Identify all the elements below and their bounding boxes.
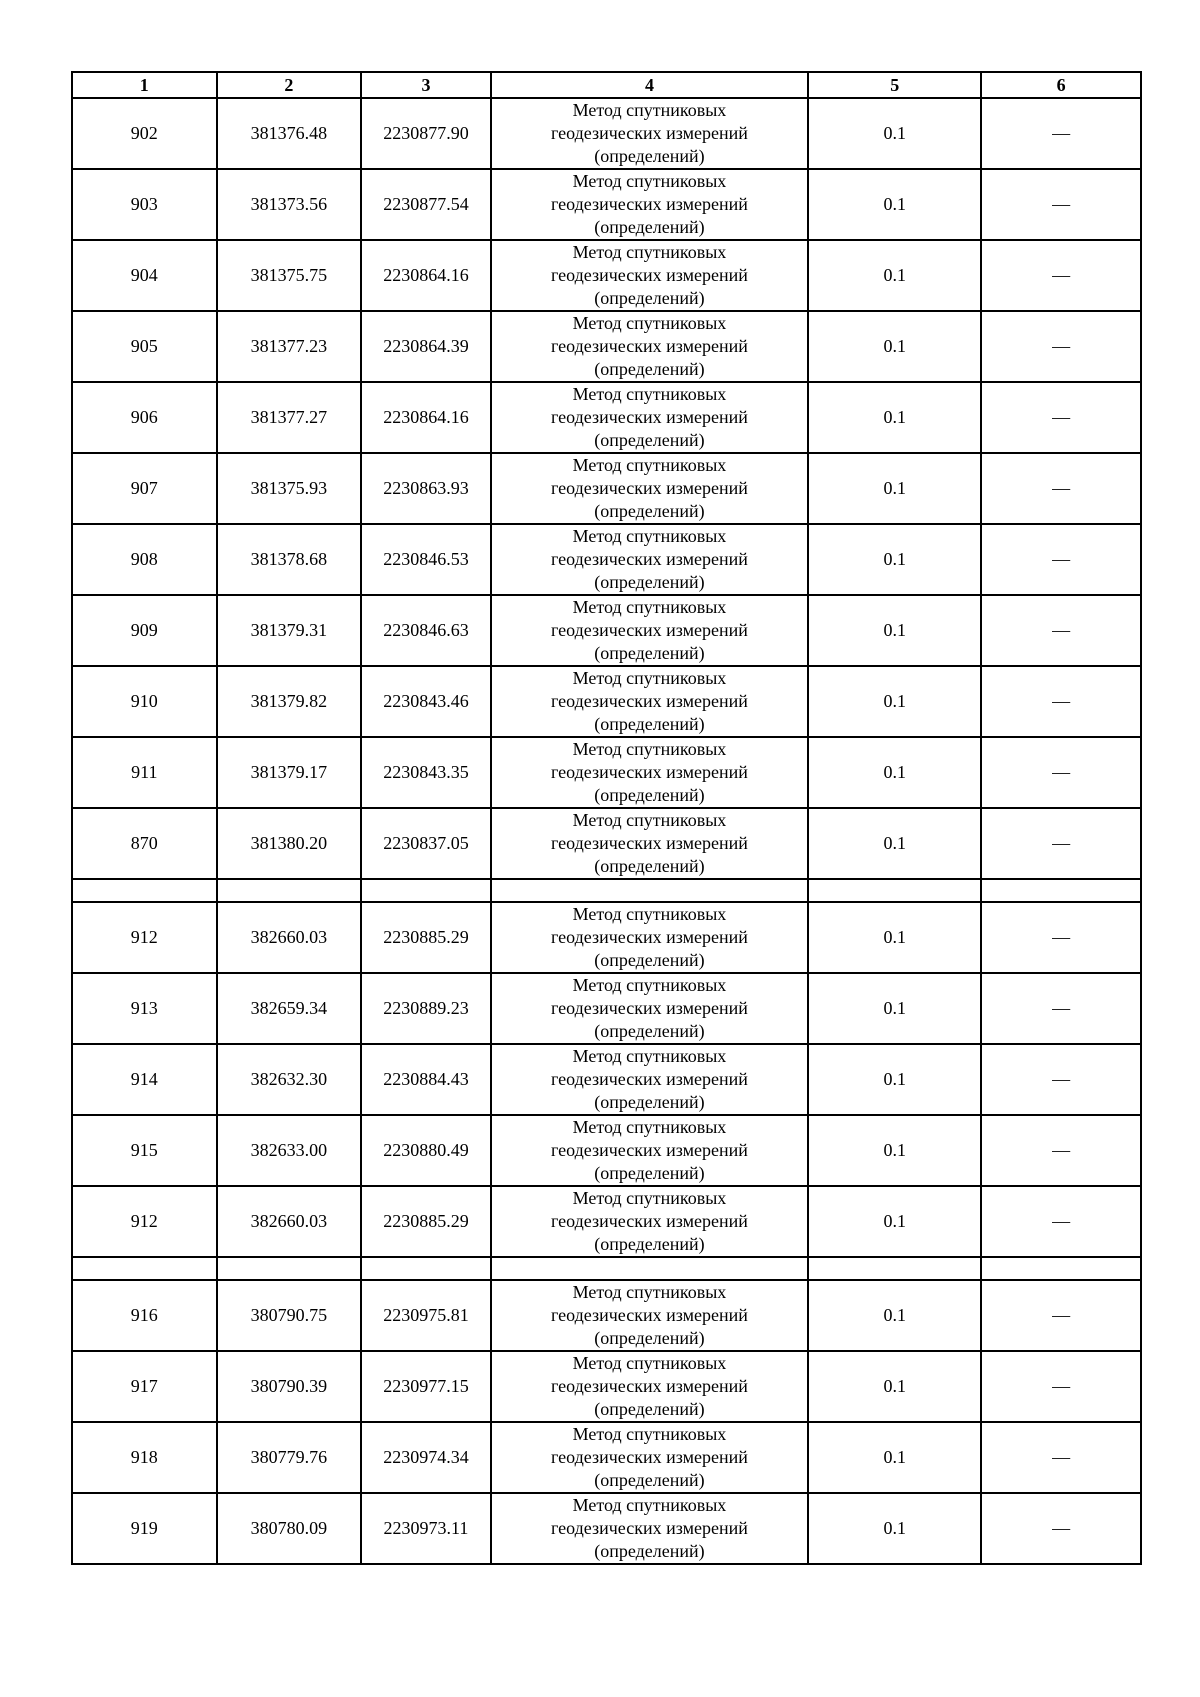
point-number-cell: 916: [72, 1280, 217, 1351]
y-coordinate-cell: 2230864.39: [361, 311, 490, 382]
accuracy-cell: 0.1: [808, 1115, 981, 1186]
accuracy-cell: 0.1: [808, 1280, 981, 1351]
accuracy-cell: 0.1: [808, 1422, 981, 1493]
accuracy-cell: 0.1: [808, 1044, 981, 1115]
method-line-2: геодезических измерений: [551, 1140, 748, 1160]
accuracy-cell: 0.1: [808, 973, 981, 1044]
dash-cell: —: [981, 1280, 1141, 1351]
accuracy-cell: 0.1: [808, 808, 981, 879]
method-cell: [491, 973, 809, 1044]
accuracy-cell: 0.1: [808, 1493, 981, 1564]
point-number-cell: 913: [72, 973, 217, 1044]
x-coordinate-cell: 380790.75: [217, 1280, 362, 1351]
x-coordinate-cell: 382659.34: [217, 973, 362, 1044]
method-line-3: (определений): [594, 1234, 705, 1254]
x-coordinate-cell: 381373.56: [217, 169, 362, 240]
dash-cell: —: [981, 1186, 1141, 1257]
method-cell: [491, 1186, 809, 1257]
table-row: [72, 737, 1141, 808]
method-line-2: геодезических измерений: [551, 194, 748, 214]
method-cell: [491, 1280, 809, 1351]
table-body: [72, 98, 1141, 1564]
dash-cell: —: [981, 453, 1141, 524]
empty-cell: [491, 1257, 809, 1280]
method-line-3: (определений): [594, 217, 705, 237]
empty-cell: [361, 1257, 490, 1280]
method-line-2: геодезических измерений: [551, 336, 748, 356]
dash-cell: —: [981, 1422, 1141, 1493]
table-row: [72, 973, 1141, 1044]
method-line-1: Метод спутниковых: [572, 313, 727, 333]
method-line-1: Метод спутниковых: [572, 739, 727, 759]
method-cell: [491, 902, 809, 973]
dash-cell: —: [981, 902, 1141, 973]
method-line-1: Метод спутниковых: [572, 455, 727, 475]
empty-cell: [217, 1257, 362, 1280]
y-coordinate-cell: 2230885.29: [361, 1186, 490, 1257]
method-cell: [491, 666, 809, 737]
method-line-1: Метод спутниковых: [572, 810, 727, 830]
header-cell-6: 6: [981, 72, 1141, 98]
method-line-2: геодезических измерений: [551, 762, 748, 782]
method-cell: [491, 1493, 809, 1564]
header-cell-4: 4: [491, 72, 809, 98]
dash-cell: —: [981, 382, 1141, 453]
y-coordinate-cell: 2230884.43: [361, 1044, 490, 1115]
table-row: [72, 1044, 1141, 1115]
method-line-2: геодезических измерений: [551, 927, 748, 947]
dash-cell: —: [981, 973, 1141, 1044]
empty-cell: [361, 879, 490, 902]
method-line-1: Метод спутниковых: [572, 597, 727, 617]
x-coordinate-cell: 382632.30: [217, 1044, 362, 1115]
table-row: [72, 240, 1141, 311]
accuracy-cell: 0.1: [808, 453, 981, 524]
x-coordinate-cell: 381377.23: [217, 311, 362, 382]
method-line-3: (определений): [594, 288, 705, 308]
method-line-3: (определений): [594, 430, 705, 450]
point-number-cell: 904: [72, 240, 217, 311]
method-line-1: Метод спутниковых: [572, 1495, 727, 1515]
method-cell: [491, 808, 809, 879]
method-line-1: Метод спутниковых: [572, 384, 727, 404]
point-number-cell: 911: [72, 737, 217, 808]
method-line-3: (определений): [594, 714, 705, 734]
empty-cell: [981, 879, 1141, 902]
accuracy-cell: 0.1: [808, 666, 981, 737]
table-row: [72, 453, 1141, 524]
method-line-2: геодезических измерений: [551, 1211, 748, 1231]
method-line-3: (определений): [594, 1163, 705, 1183]
point-number-cell: 905: [72, 311, 217, 382]
header-row: [72, 72, 1141, 98]
method-cell: [491, 737, 809, 808]
x-coordinate-cell: 380790.39: [217, 1351, 362, 1422]
method-line-3: (определений): [594, 359, 705, 379]
table-row: [72, 1351, 1141, 1422]
y-coordinate-cell: 2230880.49: [361, 1115, 490, 1186]
dash-cell: —: [981, 1115, 1141, 1186]
point-number-cell: 918: [72, 1422, 217, 1493]
y-coordinate-cell: 2230846.53: [361, 524, 490, 595]
method-line-1: Метод спутниковых: [572, 1353, 727, 1373]
y-coordinate-cell: 2230877.90: [361, 98, 490, 169]
point-number-cell: 870: [72, 808, 217, 879]
empty-cell: [808, 1257, 981, 1280]
header-cell-5: 5: [808, 72, 981, 98]
y-coordinate-cell: 2230843.35: [361, 737, 490, 808]
table-row: [72, 666, 1141, 737]
point-number-cell: 914: [72, 1044, 217, 1115]
method-line-3: (определений): [594, 950, 705, 970]
empty-cell: [981, 1257, 1141, 1280]
method-line-2: геодезических измерений: [551, 1376, 748, 1396]
dash-cell: —: [981, 1044, 1141, 1115]
empty-cell: [491, 879, 809, 902]
method-cell: [491, 382, 809, 453]
x-coordinate-cell: 381376.48: [217, 98, 362, 169]
dash-cell: —: [981, 524, 1141, 595]
accuracy-cell: 0.1: [808, 737, 981, 808]
x-coordinate-cell: 381375.93: [217, 453, 362, 524]
table-row: [72, 382, 1141, 453]
point-number-cell: 915: [72, 1115, 217, 1186]
dash-cell: —: [981, 169, 1141, 240]
method-line-3: (определений): [594, 856, 705, 876]
table-row: [72, 311, 1141, 382]
empty-cell: [72, 1257, 217, 1280]
method-line-2: геодезических измерений: [551, 1447, 748, 1467]
x-coordinate-cell: 381379.82: [217, 666, 362, 737]
y-coordinate-cell: 2230974.34: [361, 1422, 490, 1493]
method-cell: [491, 1422, 809, 1493]
x-coordinate-cell: 382633.00: [217, 1115, 362, 1186]
method-line-1: Метод спутниковых: [572, 975, 727, 995]
method-line-1: Метод спутниковых: [572, 1117, 727, 1137]
y-coordinate-cell: 2230889.23: [361, 973, 490, 1044]
accuracy-cell: 0.1: [808, 311, 981, 382]
dash-cell: —: [981, 311, 1141, 382]
y-coordinate-cell: 2230973.11: [361, 1493, 490, 1564]
y-coordinate-cell: 2230846.63: [361, 595, 490, 666]
point-number-cell: 906: [72, 382, 217, 453]
table-row: [72, 524, 1141, 595]
method-line-1: Метод спутниковых: [572, 100, 727, 120]
x-coordinate-cell: 380779.76: [217, 1422, 362, 1493]
method-line-3: (определений): [594, 1541, 705, 1561]
dash-cell: —: [981, 595, 1141, 666]
y-coordinate-cell: 2230877.54: [361, 169, 490, 240]
y-coordinate-cell: 2230837.05: [361, 808, 490, 879]
dash-cell: —: [981, 240, 1141, 311]
accuracy-cell: 0.1: [808, 595, 981, 666]
header-cell-2: 2: [217, 72, 362, 98]
header-cell-1: 1: [72, 72, 217, 98]
dash-cell: —: [981, 666, 1141, 737]
method-line-1: Метод спутниковых: [572, 1046, 727, 1066]
method-cell: [491, 1351, 809, 1422]
method-line-2: геодезических измерений: [551, 1305, 748, 1325]
table-row: [72, 1115, 1141, 1186]
method-cell: [491, 1044, 809, 1115]
empty-cell: [808, 879, 981, 902]
method-cell: [491, 524, 809, 595]
table-row: [72, 1493, 1141, 1564]
method-cell: [491, 240, 809, 311]
x-coordinate-cell: 380780.09: [217, 1493, 362, 1564]
method-cell: [491, 311, 809, 382]
y-coordinate-cell: 2230863.93: [361, 453, 490, 524]
method-line-1: Метод спутниковых: [572, 904, 727, 924]
table-row: [72, 902, 1141, 973]
table-row: [72, 98, 1141, 169]
method-line-1: Метод спутниковых: [572, 1424, 727, 1444]
method-line-3: (определений): [594, 501, 705, 521]
x-coordinate-cell: 381379.17: [217, 737, 362, 808]
separator-row: [72, 1257, 1141, 1280]
x-coordinate-cell: 381375.75: [217, 240, 362, 311]
empty-cell: [217, 879, 362, 902]
point-number-cell: 908: [72, 524, 217, 595]
method-line-3: (определений): [594, 146, 705, 166]
point-number-cell: 907: [72, 453, 217, 524]
method-line-1: Метод спутниковых: [572, 242, 727, 262]
accuracy-cell: 0.1: [808, 1186, 981, 1257]
table-row: [72, 595, 1141, 666]
y-coordinate-cell: 2230975.81: [361, 1280, 490, 1351]
method-line-2: геодезических измерений: [551, 478, 748, 498]
y-coordinate-cell: 2230977.15: [361, 1351, 490, 1422]
method-line-3: (определений): [594, 572, 705, 592]
method-line-2: геодезических измерений: [551, 833, 748, 853]
x-coordinate-cell: 381377.27: [217, 382, 362, 453]
point-number-cell: 917: [72, 1351, 217, 1422]
accuracy-cell: 0.1: [808, 240, 981, 311]
method-line-2: геодезических измерений: [551, 123, 748, 143]
point-number-cell: 919: [72, 1493, 217, 1564]
method-cell: [491, 595, 809, 666]
dash-cell: —: [981, 1351, 1141, 1422]
method-line-2: геодезических измерений: [551, 1069, 748, 1089]
header-cell-3: 3: [361, 72, 490, 98]
method-line-1: Метод спутниковых: [572, 171, 727, 191]
x-coordinate-cell: 381379.31: [217, 595, 362, 666]
method-line-1: Метод спутниковых: [572, 1282, 727, 1302]
dash-cell: —: [981, 737, 1141, 808]
method-line-2: геодезических измерений: [551, 1518, 748, 1538]
accuracy-cell: 0.1: [808, 524, 981, 595]
accuracy-cell: 0.1: [808, 1351, 981, 1422]
table-row: [72, 808, 1141, 879]
table-row: [72, 1422, 1141, 1493]
method-line-3: (определений): [594, 1021, 705, 1041]
method-line-2: геодезических измерений: [551, 998, 748, 1018]
method-line-2: геодезических измерений: [551, 265, 748, 285]
dash-cell: —: [981, 808, 1141, 879]
method-line-3: (определений): [594, 1470, 705, 1490]
method-line-2: геодезических измерений: [551, 549, 748, 569]
y-coordinate-cell: 2230864.16: [361, 382, 490, 453]
dash-cell: —: [981, 1493, 1141, 1564]
method-line-1: Метод спутниковых: [572, 1188, 727, 1208]
method-line-3: (определений): [594, 1092, 705, 1112]
method-cell: [491, 453, 809, 524]
x-coordinate-cell: 382660.03: [217, 1186, 362, 1257]
y-coordinate-cell: 2230864.16: [361, 240, 490, 311]
accuracy-cell: 0.1: [808, 902, 981, 973]
x-coordinate-cell: 381380.20: [217, 808, 362, 879]
method-cell: [491, 98, 809, 169]
separator-row: [72, 879, 1141, 902]
accuracy-cell: 0.1: [808, 169, 981, 240]
point-number-cell: 910: [72, 666, 217, 737]
accuracy-cell: 0.1: [808, 382, 981, 453]
coordinates-table: [71, 71, 1142, 1565]
method-line-2: геодезических измерений: [551, 620, 748, 640]
table-row: [72, 1280, 1141, 1351]
point-number-cell: 912: [72, 902, 217, 973]
method-line-3: (определений): [594, 1328, 705, 1348]
method-line-3: (определений): [594, 643, 705, 663]
method-line-3: (определений): [594, 785, 705, 805]
accuracy-cell: 0.1: [808, 98, 981, 169]
x-coordinate-cell: 381378.68: [217, 524, 362, 595]
point-number-cell: 903: [72, 169, 217, 240]
empty-cell: [72, 879, 217, 902]
y-coordinate-cell: 2230843.46: [361, 666, 490, 737]
point-number-cell: 912: [72, 1186, 217, 1257]
dash-cell: —: [981, 98, 1141, 169]
y-coordinate-cell: 2230885.29: [361, 902, 490, 973]
table-row: [72, 169, 1141, 240]
point-number-cell: 902: [72, 98, 217, 169]
method-line-3: (определений): [594, 1399, 705, 1419]
method-line-2: геодезических измерений: [551, 407, 748, 427]
table-row: [72, 1186, 1141, 1257]
x-coordinate-cell: 382660.03: [217, 902, 362, 973]
method-line-1: Метод спутниковых: [572, 526, 727, 546]
method-cell: [491, 1115, 809, 1186]
method-line-2: геодезических измерений: [551, 691, 748, 711]
point-number-cell: 909: [72, 595, 217, 666]
method-line-1: Метод спутниковых: [572, 668, 727, 688]
method-cell: [491, 169, 809, 240]
